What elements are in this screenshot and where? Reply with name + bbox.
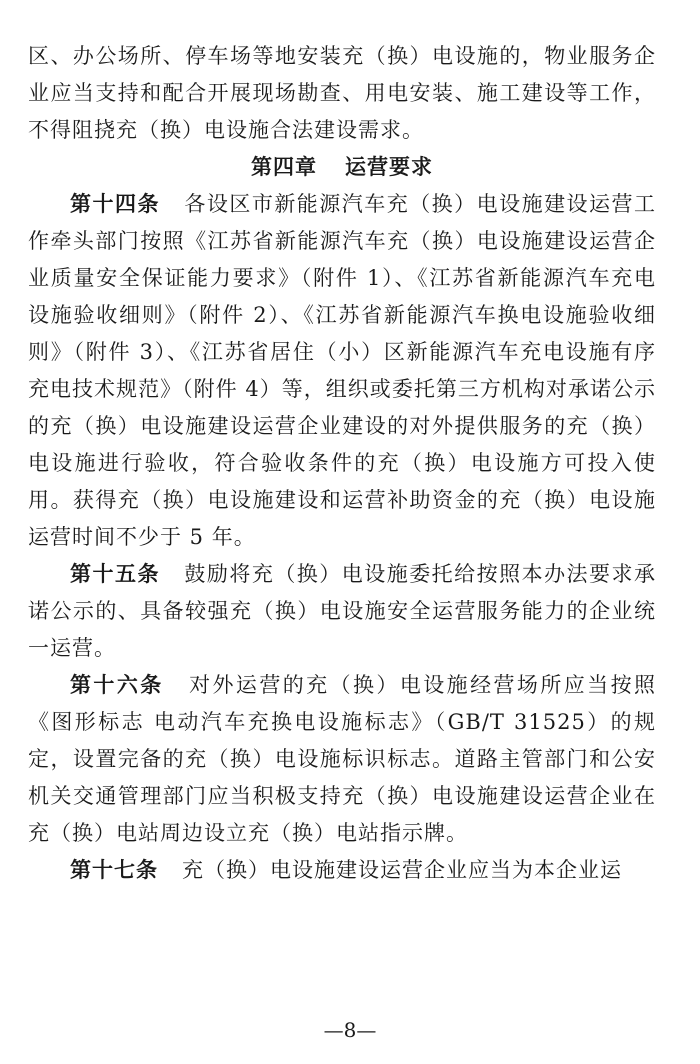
article-16 — [28, 667, 656, 852]
article-text: 对外运营的充（换）电设施经营场所应当按照《图形标志 电动汽车充换电设施标志》（GB/T 31525）的规定，设置完备的充（换）电设施标识标志。道路主管部门和公安机关交通管理部门应当积极支持充（换）电设施建设运营企业在充（换）电站周边设立充（换）电站指示牌。 — [28, 673, 657, 845]
article-14 — [28, 186, 656, 556]
page-number: —8— — [323, 1018, 377, 1042]
article-text: 充（换）电设施建设运营企业应当为本企业运 — [182, 858, 622, 882]
article-label: 第十六条 — [70, 673, 164, 697]
article-text: 各设区市新能源汽车充（换）电设施建设运营工作牵头部门按照《江苏省新能源汽车充（换）电设施建设运营企业质量安全保证能力要求》（附件 1）、《江苏省新能源汽车充电设施验收细则》（附件 2）、《江苏省新能源汽车换电设施验收细则》（附件 3）、《江苏省居住（小）区新能源汽车充电设施有序充电技术规范》（附件 4）等，组织或委托第三方机构对承诺公示的充（换）电设施建设运营企业建设的对外提供服务的充（换）电设施进行验收，符合验收条件的充（换）电设施方可投入使用。获得充（换）电设施建设和运营补助资金的充（换）电设施运营时间不少于 5 年。 — [28, 192, 656, 549]
article-17 — [28, 852, 656, 889]
article-label: 第十七条 — [70, 858, 158, 882]
article-text: 鼓励将充（换）电设施委托给按照本办法要求承诺公示的、具备较强充（换）电设施安全运营服务能力的企业统一运营。 — [28, 562, 656, 660]
chapter-title: 运营要求 — [345, 155, 433, 179]
article-label: 第十五条 — [70, 562, 160, 586]
article-label: 第十四条 — [70, 192, 160, 216]
article-15 — [28, 556, 656, 667]
chapter-heading — [28, 149, 656, 186]
chapter-number: 第四章 — [251, 155, 317, 179]
document-page — [28, 38, 656, 889]
intro-paragraph: 区、办公场所、停车场等地安装充（换）电设施的，物业服务企业应当支持和配合开展现场勘查、用电安装、施工建设等工作，不得阻挠充（换）电设施合法建设需求。 — [28, 44, 656, 142]
